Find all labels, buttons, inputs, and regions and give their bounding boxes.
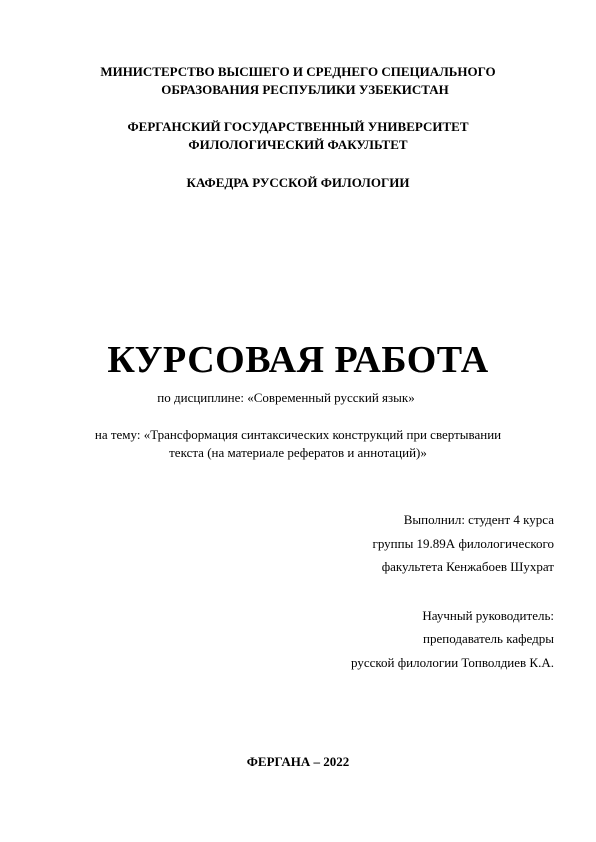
faculty-name: ФИЛОЛОГИЧЕСКИЙ ФАКУЛЬТЕТ	[188, 137, 408, 152]
ministry-line-2: ОБРАЗОВАНИЯ РЕСПУБЛИКИ УЗБЕКИСТАН	[161, 82, 449, 97]
discipline-line: по дисциплине: «Современный русский язык»	[157, 390, 415, 405]
department-name: КАФЕДРА РУССКОЙ ФИЛОЛОГИИ	[186, 175, 410, 190]
supervisor-line-2: преподаватель кафедры	[423, 631, 554, 646]
author-line-1: Выполнил: студент 4 курса	[403, 512, 554, 527]
supervisor-line-3: русской филологии Топволдиев К.А.	[351, 655, 554, 670]
city-year: ФЕРГАНА – 2022	[246, 754, 350, 769]
topic-line-2: текста (на материале рефератов и аннотаций)»	[169, 445, 427, 460]
supervisor-line-1: Научный руководитель:	[422, 608, 554, 623]
topic-line-1: на тему: «Трансформация синтаксических конструкций при свертывании	[94, 427, 502, 442]
author-line-3: факультета Кенжабоев Шухрат	[381, 559, 554, 574]
author-line-2: группы 19.89А филологического	[372, 536, 554, 551]
document-title: КУРСОВАЯ РАБОТА	[107, 339, 489, 381]
ministry-line-1: МИНИСТЕРСТВО ВЫСШЕГО И СРЕДНЕГО СПЕЦИАЛЬНОГО	[100, 64, 496, 79]
university-name: ФЕРГАНСКИЙ ГОСУДАРСТВЕННЫЙ УНИВЕРСИТЕТ	[127, 119, 469, 134]
